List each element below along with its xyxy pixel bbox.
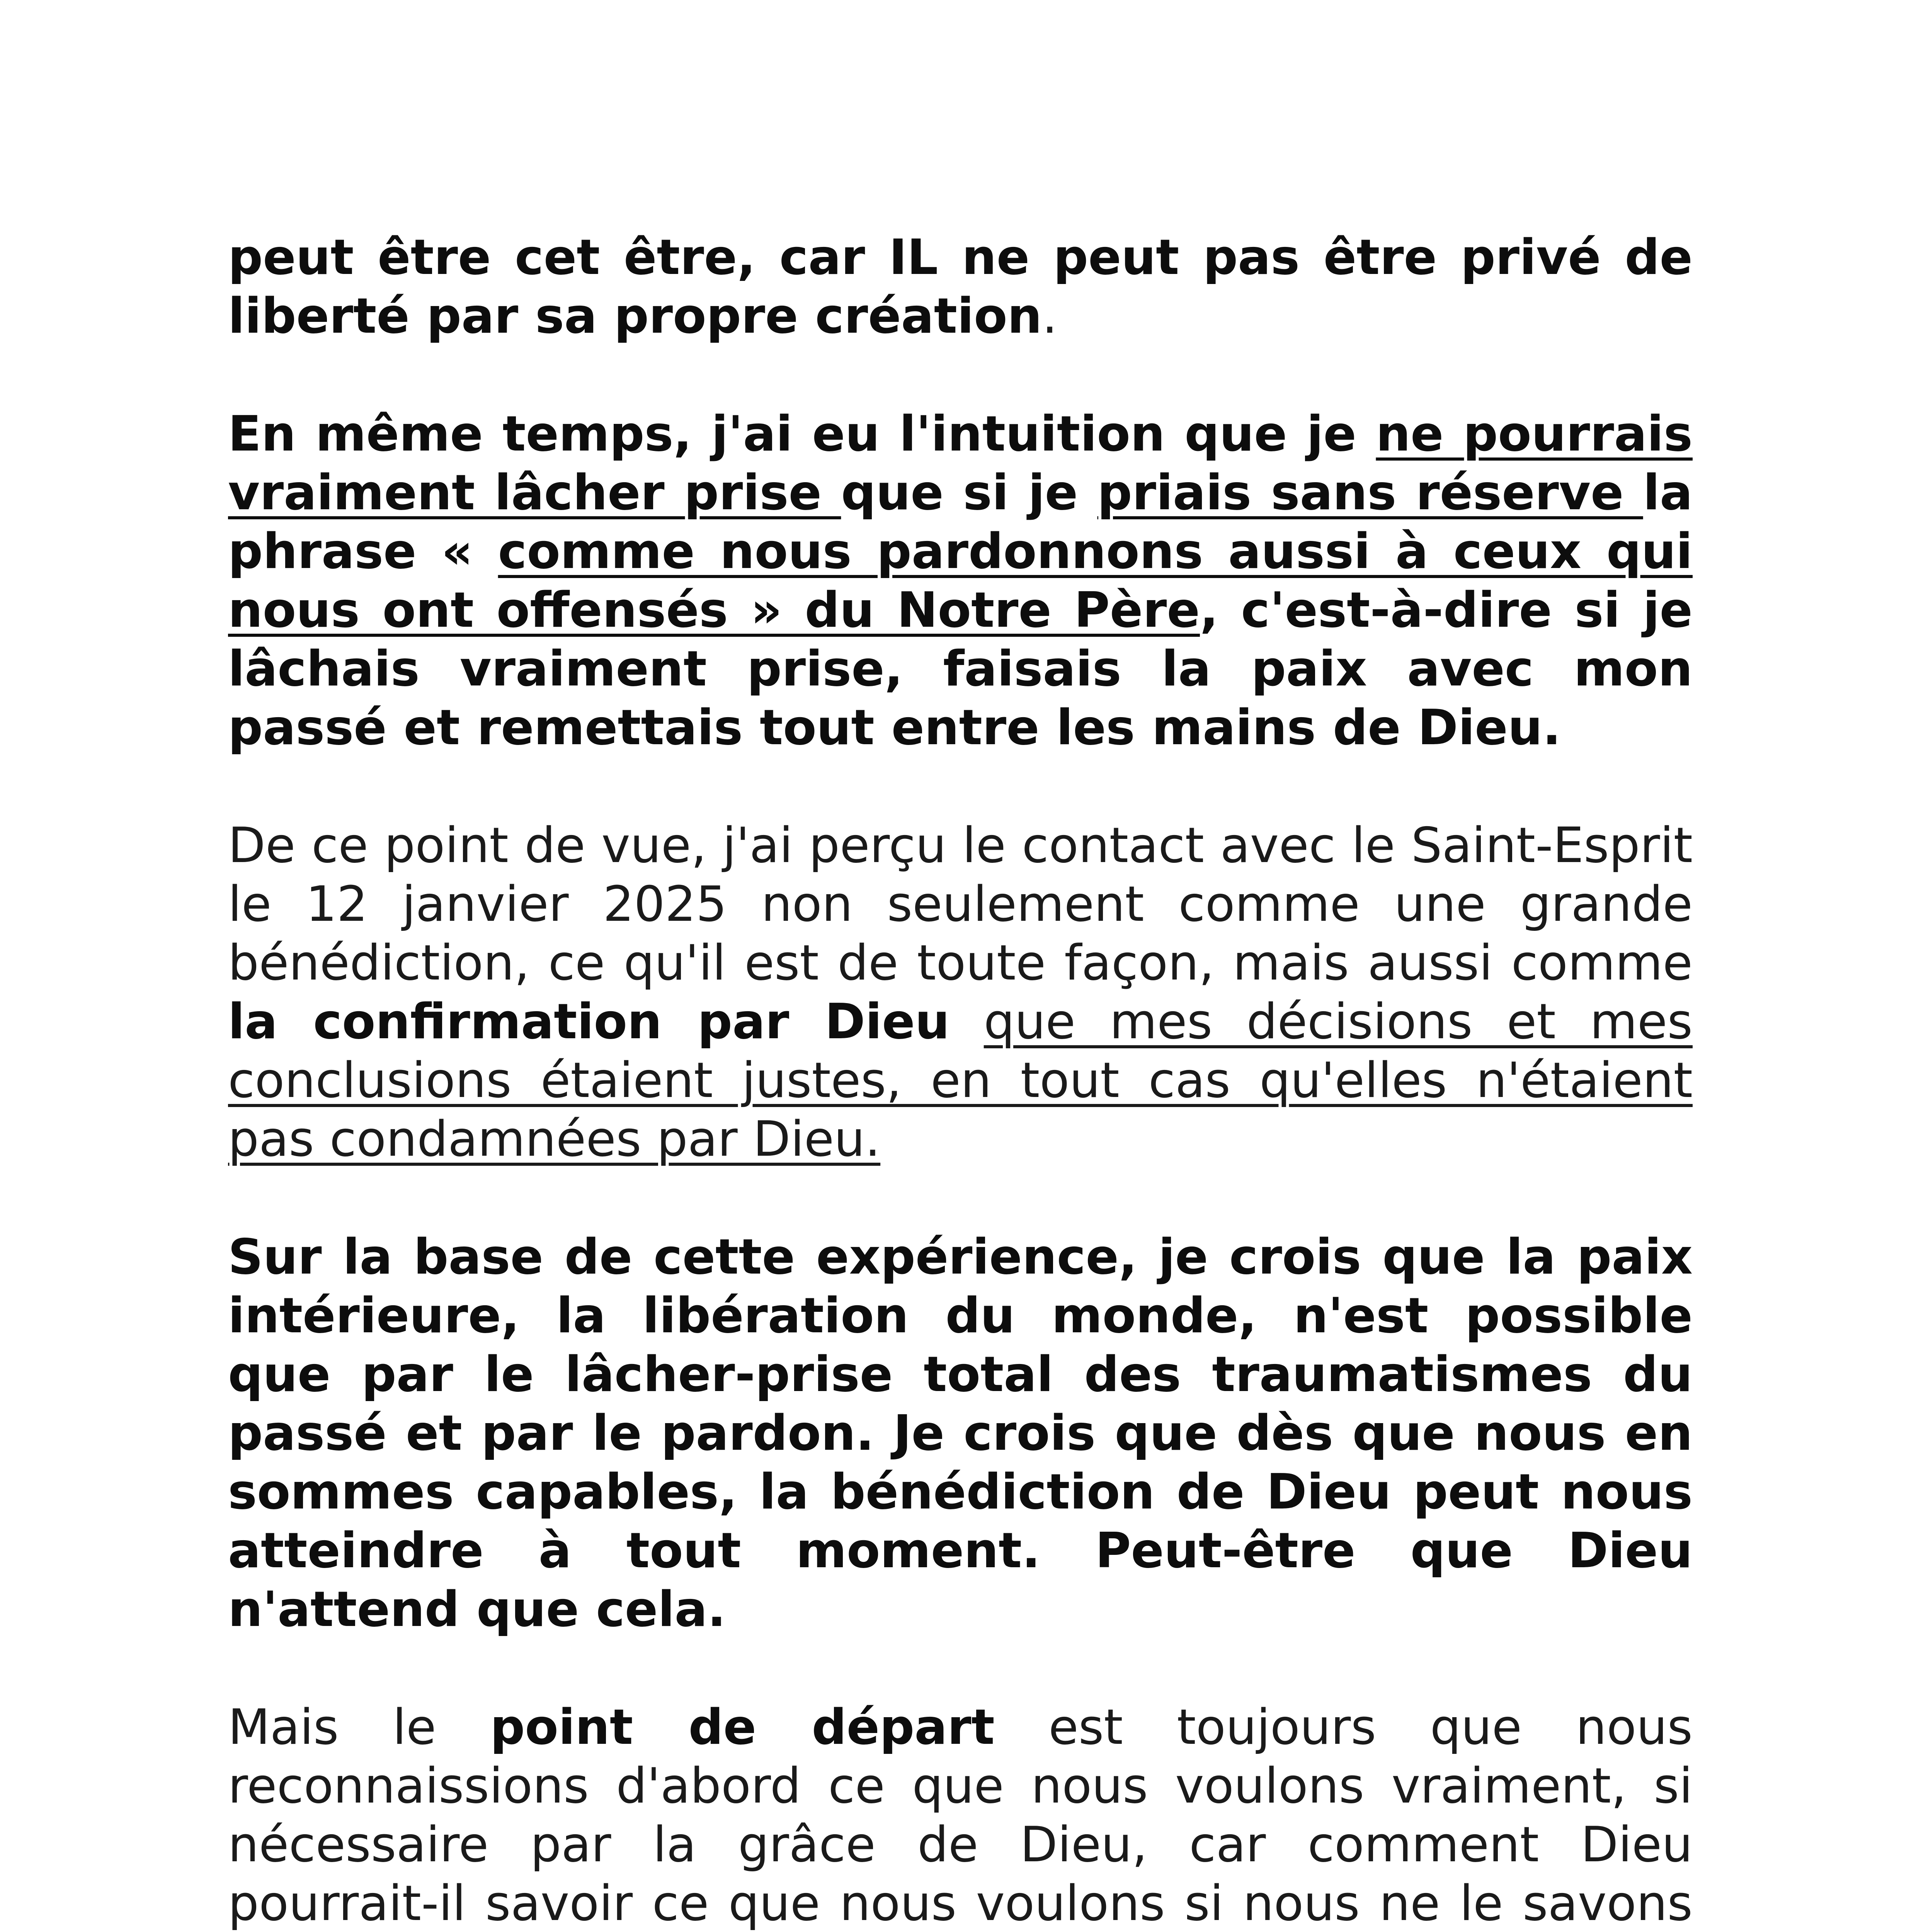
text-run xyxy=(949,993,984,1050)
text-run: , c'est-à-dire si je lâchais vraiment prise, faisais la paix avec mon passé et remettais tout entre les mains de Dieu. xyxy=(228,582,1693,756)
text-run: De ce point de vue, j'ai perçu le contact avec le Saint-Esprit le 12 janvier 2025 non seulement comme une grande bénédiction, ce qu'il est de toute façon, mais aussi comme xyxy=(228,817,1693,991)
paragraph-saint-esprit xyxy=(228,816,1693,1168)
paragraph-liberte xyxy=(228,228,1693,345)
text-run: peut être cet être, car IL ne peut pas être privé de liberté par sa propre création xyxy=(228,229,1693,344)
text-run: la phrase « xyxy=(228,464,1693,580)
text-run: priais sans réserve xyxy=(1097,464,1643,521)
text-run: point de départ xyxy=(490,1699,995,1755)
document-body xyxy=(228,228,1693,1932)
text-run: que mes décisions et mes conclusions étaient justes, en tout cas qu'elles n'étaient pas condamnées par Dieu. xyxy=(228,993,1693,1167)
text-run: ne pourrais vraiment lâcher prise xyxy=(228,405,1693,521)
paragraph-intuition xyxy=(228,405,1693,757)
paragraph-paix-interieure xyxy=(228,1228,1693,1639)
text-run: . xyxy=(1042,287,1058,344)
text-run: comme nous pardonnons aussi à ceux qui nous ont offensés » du Notre Père xyxy=(228,523,1693,638)
text-run: la confirmation par Dieu xyxy=(228,993,950,1050)
text-run: que si je xyxy=(841,464,1098,521)
text-run: Sur la base de cette expérience, je crois que la paix intérieure, la libération du monde, n'est possible que par le lâcher-prise total des traumatismes du passé et par le pardon. Je crois que dès que nous en sommes capables, la bénédiction de Dieu peut nous atteindre à tout moment. Peut-être que Dieu n'attend que cela. xyxy=(228,1228,1693,1638)
paragraph-point-de-depart xyxy=(228,1698,1693,1932)
text-run: est toujours que nous reconnaissions d'abord ce que nous voulons vraiment, si nécessaire par la grâce de Dieu, car comment Dieu pourrait-il savoir ce que nous voulons si nous ne le savons xyxy=(228,1699,1693,1932)
text-run: Mais le xyxy=(228,1699,490,1755)
text-run: En même temps, j'ai eu l'intuition que je xyxy=(228,405,1376,462)
